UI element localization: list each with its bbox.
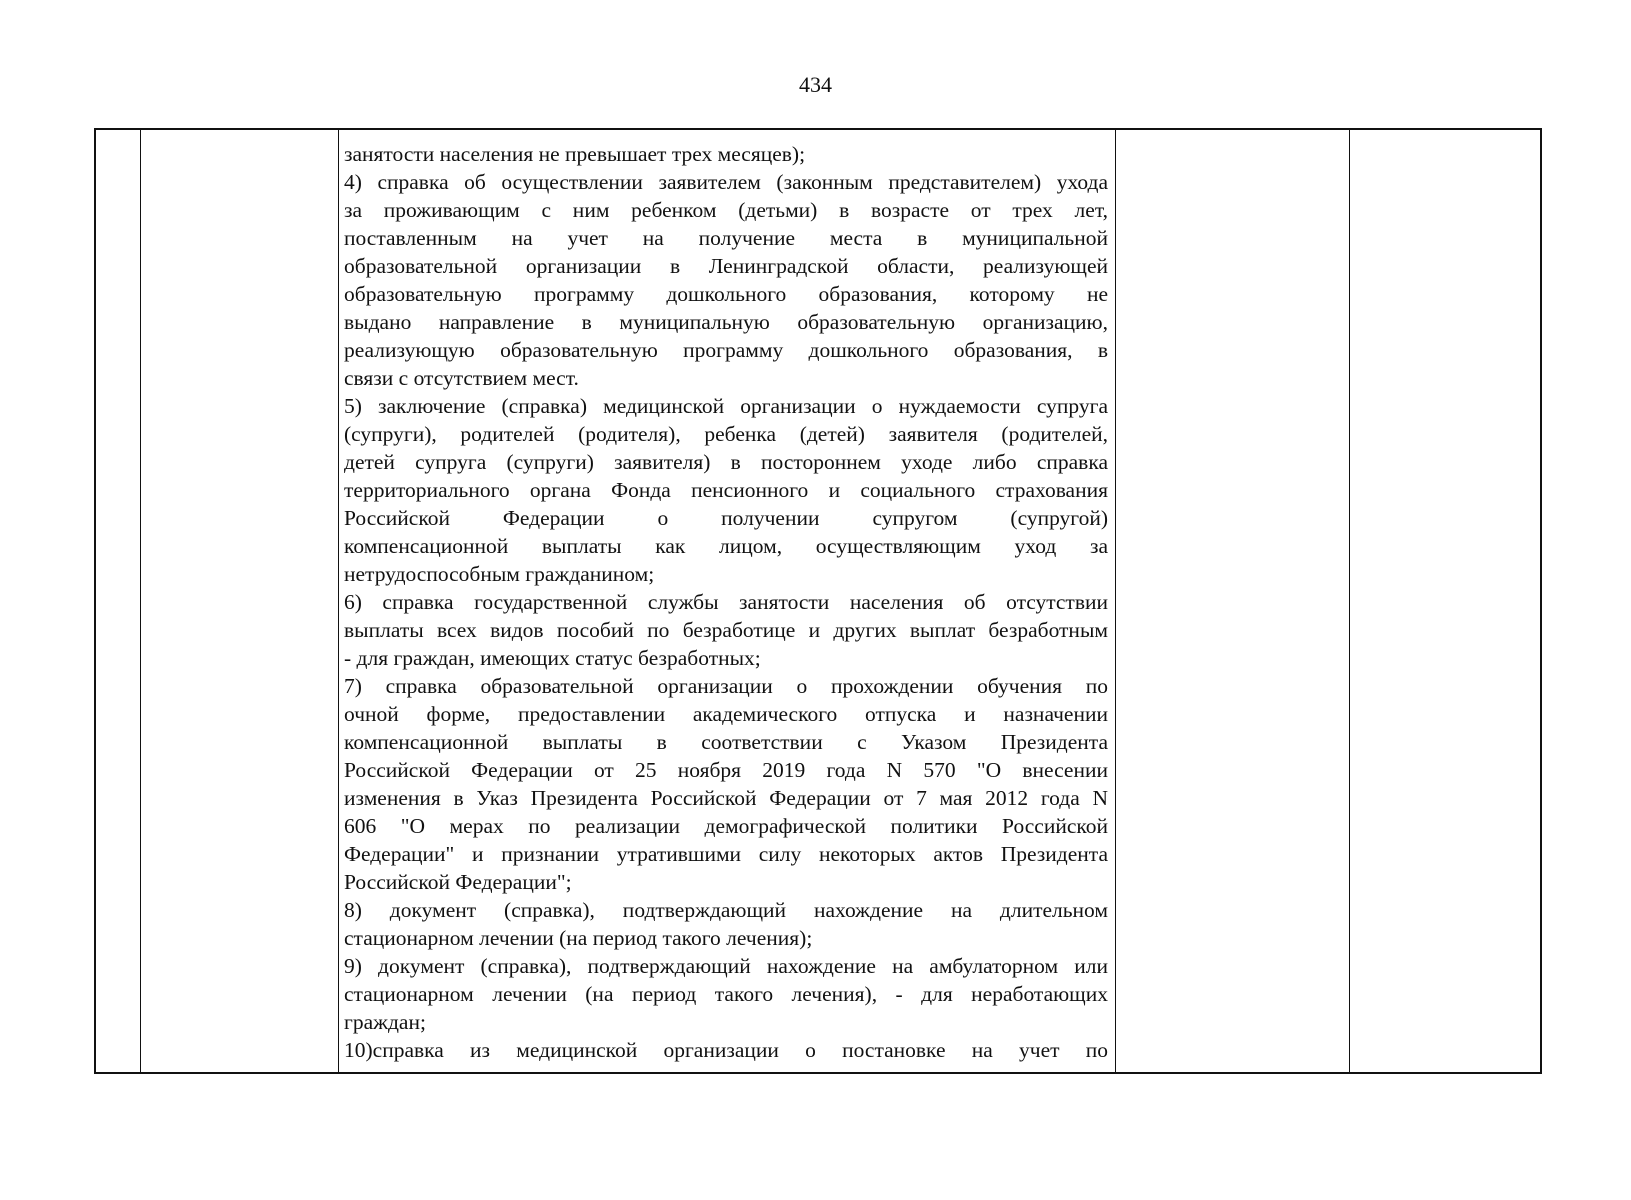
text-line: компенсационной выплаты как лицом, осуществляющим уход за	[344, 534, 1108, 558]
text-line: изменения в Указ Президента Российской Федерации от 7 мая 2012 года N	[344, 786, 1108, 810]
page-number: 434	[799, 72, 832, 97]
text-line: образовательной организации в Ленинградской области, реализующей	[344, 254, 1108, 278]
documents-list-cell	[344, 140, 1108, 1064]
text-line: стационарном лечении (на период такого лечения), - для неработающих	[344, 982, 1108, 1006]
text-line: Федерации" и признании утратившими силу некоторых актов Президента	[344, 842, 1108, 866]
column-divider-2	[338, 130, 339, 1072]
text-line: Российской Федерации от 25 ноября 2019 года N 570 "О внесении	[344, 758, 1108, 782]
text-line: 4) справка об осуществлении заявителем (законным представителем) ухода	[344, 170, 1108, 194]
text-line: 6) справка государственной службы занятости населения об отсутствии	[344, 590, 1108, 614]
text-line: связи с отсутствием мест.	[344, 366, 579, 390]
text-line: очной форме, предоставлении академического отпуска и назначении	[344, 702, 1108, 726]
text-line: граждан;	[344, 1010, 426, 1034]
text-line: выплаты всех видов пособий по безработице и других выплат безработным	[344, 618, 1108, 642]
text-line: занятости населения не превышает трех месяцев);	[344, 142, 806, 166]
text-line: территориального органа Фонда пенсионного и социального страхования	[344, 478, 1108, 502]
document-table	[94, 128, 1542, 1074]
text-line: 9) документ (справка), подтверждающий нахождение на амбулаторном или	[344, 954, 1108, 978]
text-line: - для граждан, имеющих статус безработных;	[344, 646, 761, 670]
text-line: нетрудоспособным гражданином;	[344, 562, 655, 586]
text-line: Российской Федерации о получении супругом (супругой)	[344, 506, 1108, 530]
text-line: реализующую образовательную программу дошкольного образования, в	[344, 338, 1108, 362]
text-line: (супруги), родителей (родителя), ребенка (детей) заявителя (родителей,	[344, 422, 1108, 446]
text-line: 7) справка образовательной организации о прохождении обучения по	[344, 674, 1108, 698]
text-line: 5) заключение (справка) медицинской организации о нуждаемости супруга	[344, 394, 1108, 418]
column-divider-1	[140, 130, 141, 1072]
text-line: стационарном лечении (на период такого лечения);	[344, 926, 813, 950]
text-line: 10)справка из медицинской организации о постановке на учет по	[344, 1038, 1108, 1062]
text-line: компенсационной выплаты в соответствии с Указом Президента	[344, 730, 1108, 754]
text-line: детей супруга (супруги) заявителя) в постороннем уходе либо справка	[344, 450, 1108, 474]
text-line: за проживающим с ним ребенком (детьми) в возрасте от трех лет,	[344, 198, 1108, 222]
text-line: поставленным на учет на получение места в муниципальной	[344, 226, 1108, 250]
text-line: выдано направление в муниципальную образовательную организацию,	[344, 310, 1108, 334]
text-line: 8) документ (справка), подтверждающий нахождение на длительном	[344, 898, 1108, 922]
text-line: Российской Федерации";	[344, 870, 572, 894]
text-line: образовательную программу дошкольного образования, которому не	[344, 282, 1108, 306]
column-divider-3	[1115, 130, 1116, 1072]
text-line: 606 "О мерах по реализации демографической политики Российской	[344, 814, 1108, 838]
column-divider-4	[1349, 130, 1350, 1072]
